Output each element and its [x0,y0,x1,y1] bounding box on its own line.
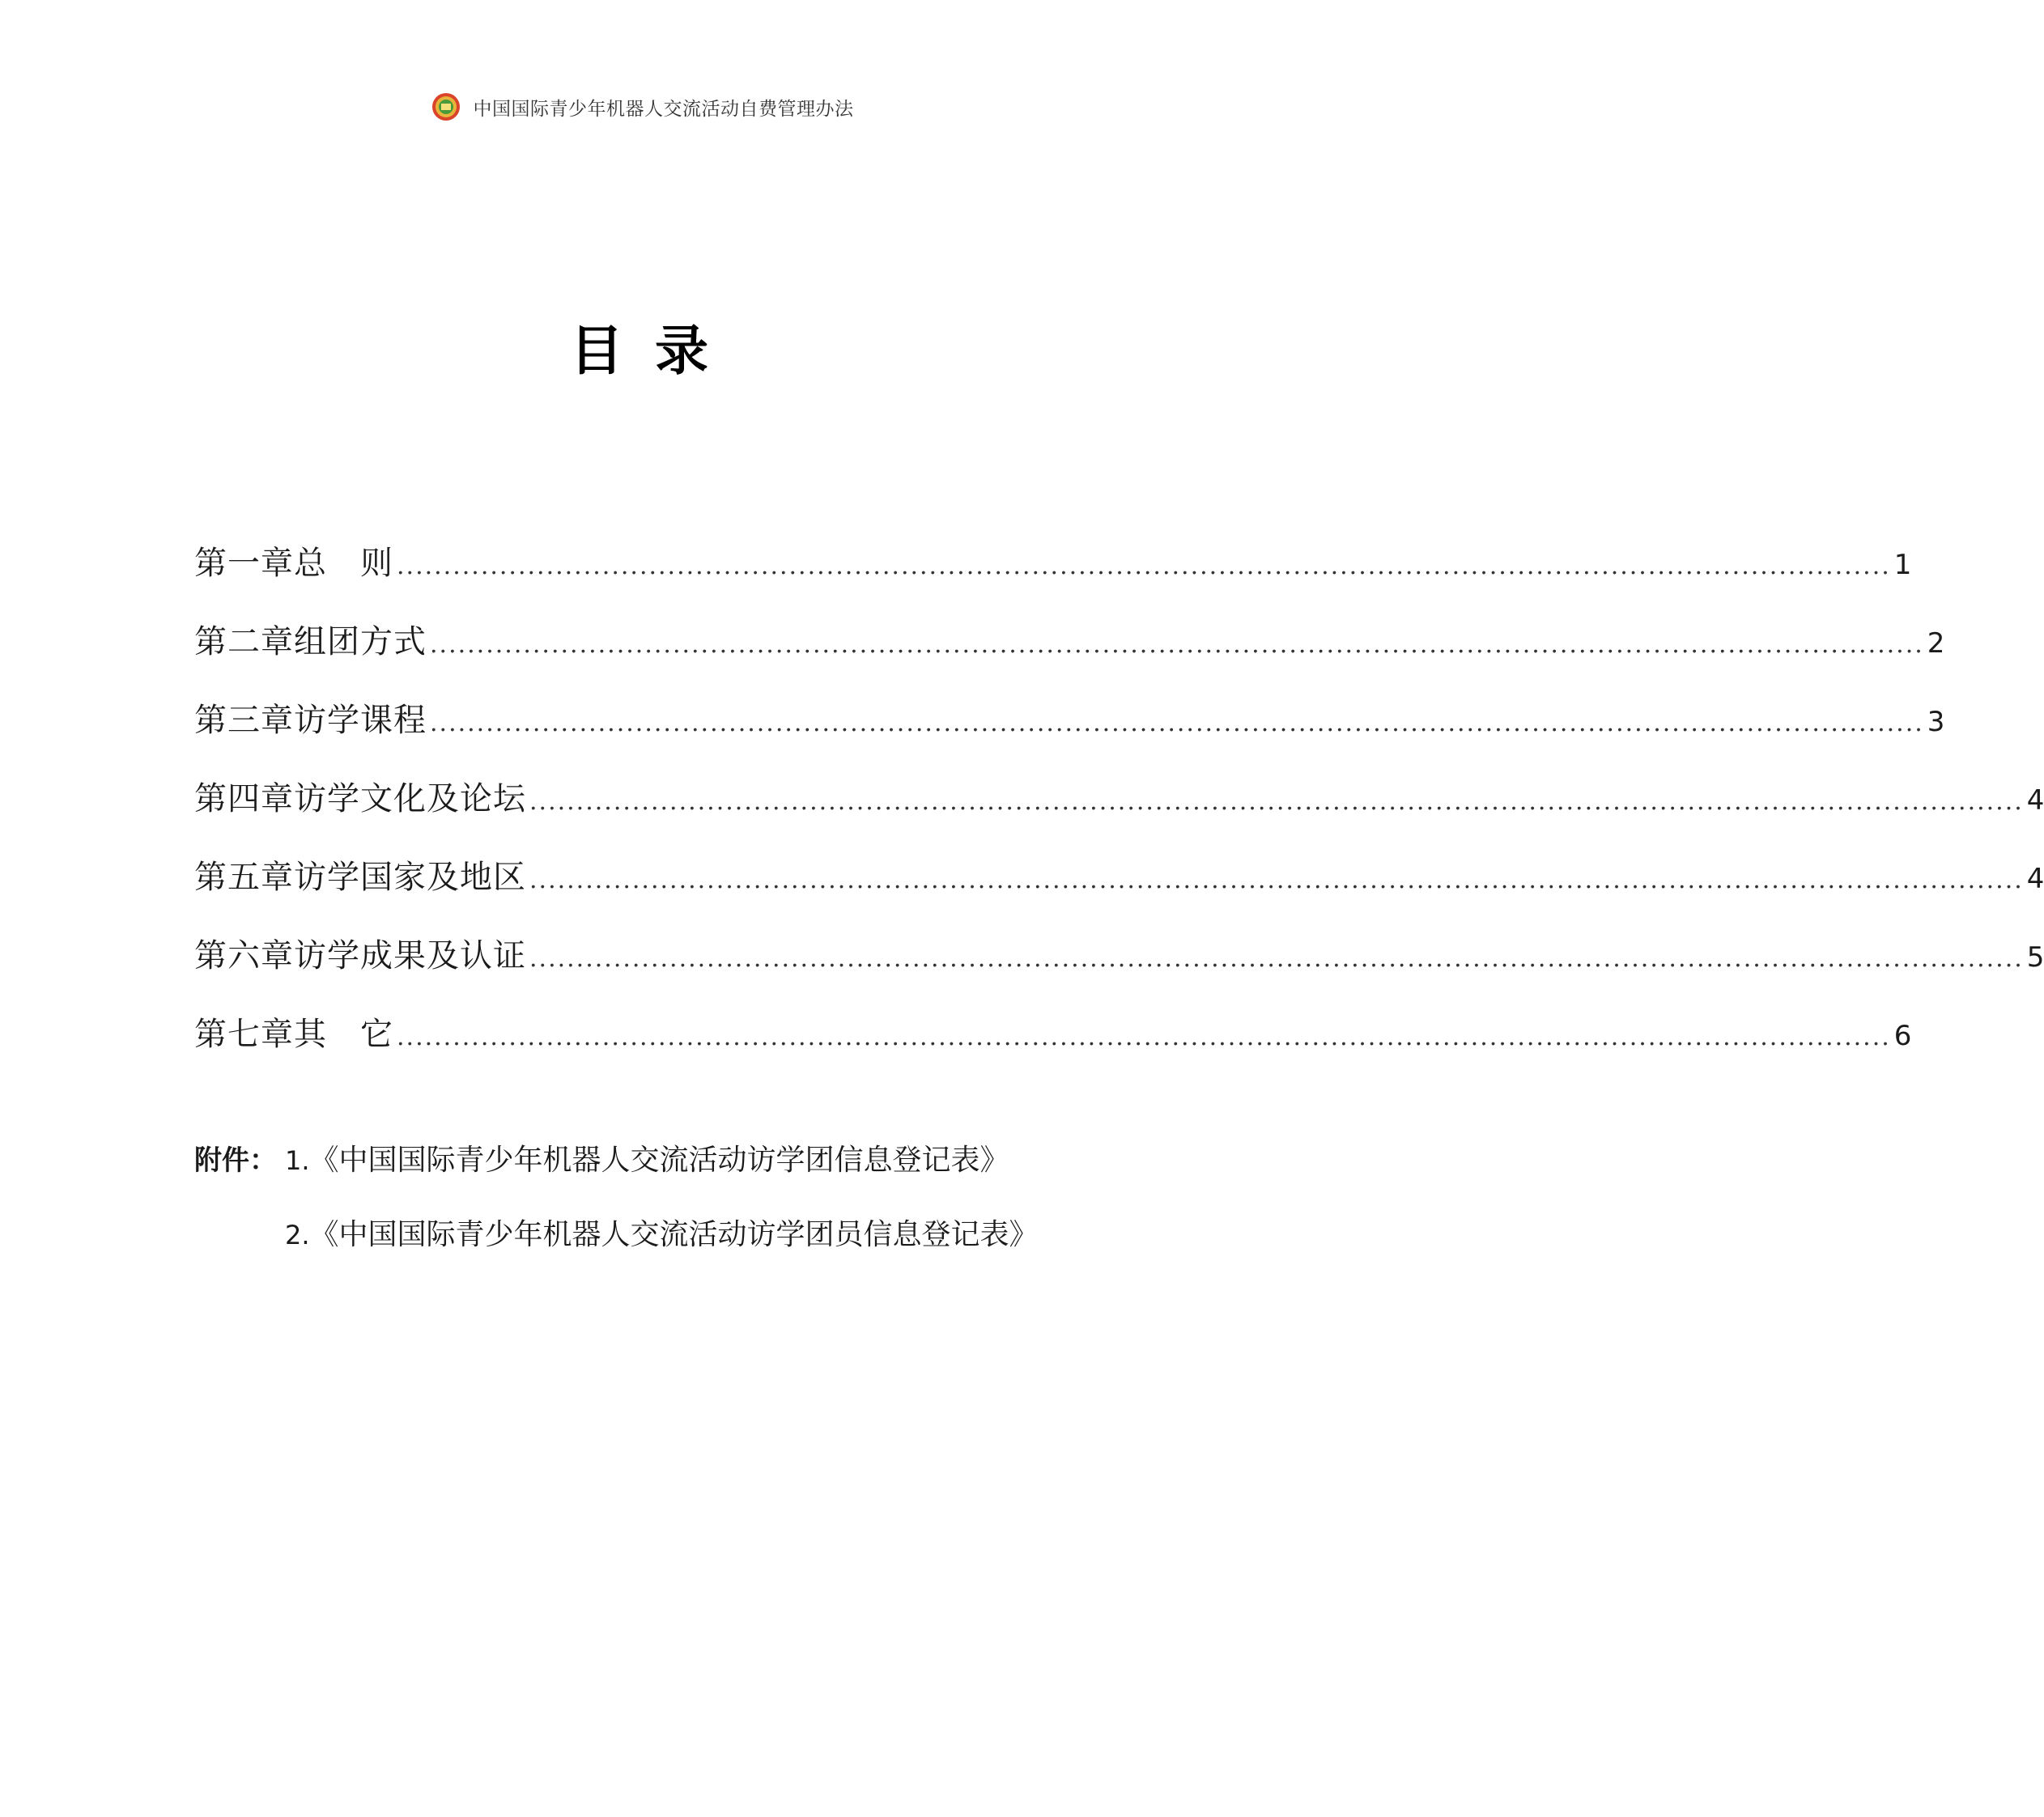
toc-page-number: 3 [1927,706,1945,738]
toc-leader-dots: ................................................................................................................................................................ [397,552,1891,580]
toc-chapter: 第四章 [194,780,294,817]
toc-heading: 组团方式 [294,623,427,660]
attachment-item [194,1137,1125,1212]
toc-chapter: 第二章 [194,623,294,660]
toc-heading: 访学文化及论坛 [294,780,526,817]
attachments-section [194,1137,1125,1286]
toc-page-number: 4 [2026,784,2044,817]
toc-row[interactable] [194,851,2044,930]
toc-row[interactable] [194,694,1945,773]
toc-row[interactable] [194,616,1945,694]
toc-page-number: 2 [1927,627,1945,660]
toc-chapter: 第七章 [194,1016,294,1053]
toc-heading: 总 则 [294,545,393,582]
attachment-item [194,1212,1125,1286]
toc-heading: 访学国家及地区 [294,859,526,896]
toc-chapter: 第六章 [194,937,294,974]
toc-heading: 访学课程 [294,702,427,739]
toc-row[interactable] [194,1008,1912,1087]
toc-leader-dots: ................................................................................................................................................................ [397,1023,1891,1051]
toc-row[interactable] [194,930,2044,1008]
toc-page-number: 1 [1893,549,1912,581]
attachment-title: 《中国国际青少年机器人交流活动访学团信息登记表》 [309,1144,1009,1177]
toc-page-number: 5 [2026,941,2044,974]
toc-leader-dots: ................................................................................................................................................................ [529,788,2024,816]
toc-heading: 访学成果及认证 [294,937,526,974]
toc-leader-dots: ................................................................................................................................................................ [529,945,2024,973]
emblem-logo-icon [431,92,461,121]
toc-row[interactable] [194,773,2044,851]
attachment-title: 《中国国际青少年机器人交流活动访学团员信息登记表》 [309,1218,1039,1251]
toc-row[interactable] [194,537,1912,616]
attachment-number: 2. [285,1220,310,1250]
toc-chapter: 第五章 [194,859,294,896]
toc-heading: 其 它 [294,1016,393,1053]
toc-page-number: 6 [1893,1020,1912,1052]
table-of-contents [194,537,2044,1087]
attachment-number: 1. [285,1145,310,1176]
toc-leader-dots: ................................................................................................................................................................ [529,866,2024,894]
toc-leader-dots: ................................................................................................................................................................ [430,709,1924,737]
toc-chapter: 第三章 [194,702,294,739]
attachments-label: 附件： [194,1144,277,1177]
toc-page-number: 4 [2026,863,2044,895]
toc-chapter: 第一章 [194,545,294,582]
page-header [0,87,1285,126]
page-title: 目 录 [570,319,715,382]
header-title: 中国国际青少年机器人交流活动自费管理办法 [473,98,854,120]
toc-leader-dots: ................................................................................................................................................................ [430,630,1924,659]
